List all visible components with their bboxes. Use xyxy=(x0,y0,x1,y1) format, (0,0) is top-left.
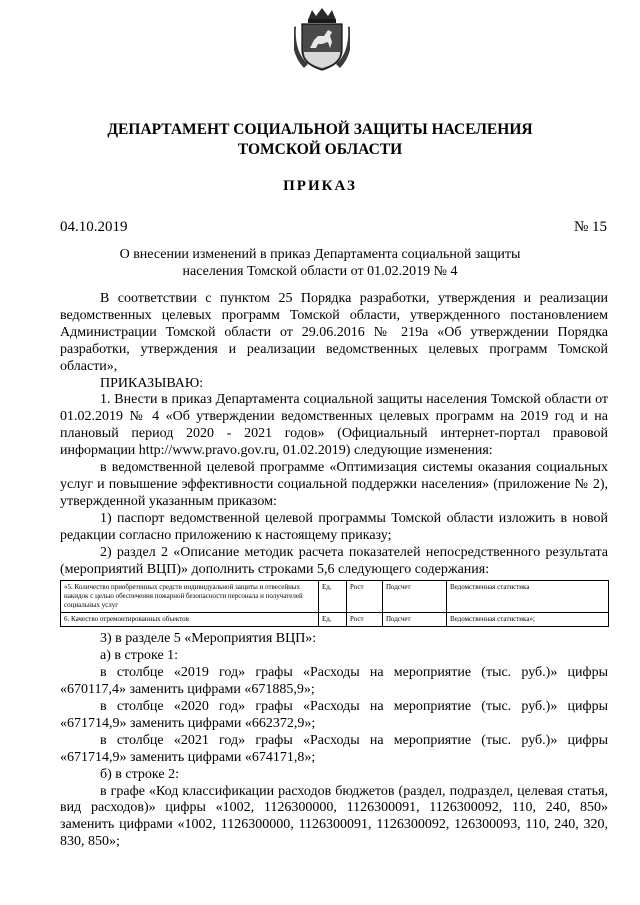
paragraph-section-2: 2) раздел 2 «Описание методик расчета показателей непосредственного результата (мероприятий ВЦП)» дополнить строками 5,6 следующего содержания: xyxy=(60,544,608,577)
table-cell: Рост xyxy=(347,613,383,627)
order-number: № 15 xyxy=(573,219,607,235)
paragraph-program: в ведомственной целевой программе «Оптимизация системы оказания социальных услуг и повышение эффективности социальной поддержки населения» (приложение № 2), утвержденной указанным приказом: xyxy=(60,460,608,509)
coat-of-arms-icon xyxy=(294,6,350,74)
order-date: 04.10.2019 xyxy=(60,219,128,235)
order-subject xyxy=(0,246,640,280)
paragraph-order-word: ПРИКАЗЫВАЮ: xyxy=(100,375,204,391)
subject-line1: О внесении изменений в приказ Департамента социальной защиты xyxy=(119,247,521,262)
paragraph-item-1: 1. Внести в приказ Департамента социальной защиты населения Томской области от 01.02.2019 № 4 «Об утверждении ведомственных целевых программ на 2019 год и на плановый период 2020 - 2021 годов» (Официальный интернет-портал правовой информации http://www.pravo.gov.ru, 01.02.2019) следующие изменения: xyxy=(60,392,608,459)
table-cell: 6. Качество отремонтированных объектов xyxy=(61,613,319,627)
table-row xyxy=(61,581,609,613)
paragraph-row-2: б) в строке 2: xyxy=(100,766,179,782)
paragraph-2021-change: в столбце «2021 год» графы «Расходы на мероприятие (тыс. руб.)» цифры «671714,9» заменить цифрами «674171,8»; xyxy=(60,732,608,765)
document-type: ПРИКАЗ xyxy=(283,178,357,194)
table-cell: Рост xyxy=(347,581,383,613)
table-cell: Ед. xyxy=(319,581,347,613)
department-name-line2: ТОМСКОЙ ОБЛАСТИ xyxy=(237,141,403,158)
department-heading xyxy=(0,120,640,160)
table-cell: Ед. xyxy=(319,613,347,627)
order-body xyxy=(60,291,608,851)
paragraph-basis: В соответствии с пунктом 25 Порядка разработки, утверждения и реализации ведомственных целевых программ Томской области, утвержденного постановлением Администрации Томской области от 29.06.2016 № 219а «Об утверждении Порядка разработки, утверждения и реализации ведомственных целевых программ Томской области», xyxy=(60,291,608,374)
table-cell: Ведомственная статистика»; xyxy=(447,613,609,627)
paragraph-2019-change: в столбце «2019 год» графы «Расходы на мероприятие (тыс. руб.)» цифры «670117,4» заменить цифрами «671885,9»; xyxy=(60,665,608,698)
subject-line2: населения Томской области от 01.02.2019 № 4 xyxy=(182,264,458,279)
table-cell: Подсчет xyxy=(383,581,447,613)
paragraph-budget-codes: в графе «Код классификации расходов бюджетов (раздел, подраздел, целевая статья, вид расходов)» цифры «1002, 1126300000, 1126300091, 1126300092, 110, 240, 850» заменить цифрами «1002, 1126300000, 1126300091, 1126300092, 126300093, 110, 240, 320, 830, 850»; xyxy=(60,783,608,850)
table-cell: Подсчет xyxy=(383,613,447,627)
paragraph-2020-change: в столбце «2020 год» графы «Расходы на мероприятие (тыс. руб.)» цифры «671714,9» заменить цифрами «662372,9»; xyxy=(60,699,608,731)
table-cell: Ведомственная статистика xyxy=(447,581,609,613)
inserted-indicators-table xyxy=(60,580,609,627)
paragraph-row-1: а) в строке 1: xyxy=(100,648,179,664)
department-name-line1: ДЕПАРТАМЕНТ СОЦИАЛЬНОЙ ЗАЩИТЫ НАСЕЛЕНИЯ xyxy=(107,121,533,138)
paragraph-section-5: 3) в разделе 5 «Мероприятия ВЦП»: xyxy=(100,631,317,647)
paragraph-passport: 1) паспорт ведомственной целевой программы Томской области изложить в новой редакции согласно приложению к настоящему приказу; xyxy=(60,510,608,543)
table-row xyxy=(61,613,609,627)
table-cell: «5. Количество приобретенных средств индивидуальной защиты и отвесейных накидок с целью обеспечения пожарной безопасности персонала и получателей социальных услуг xyxy=(61,581,319,613)
